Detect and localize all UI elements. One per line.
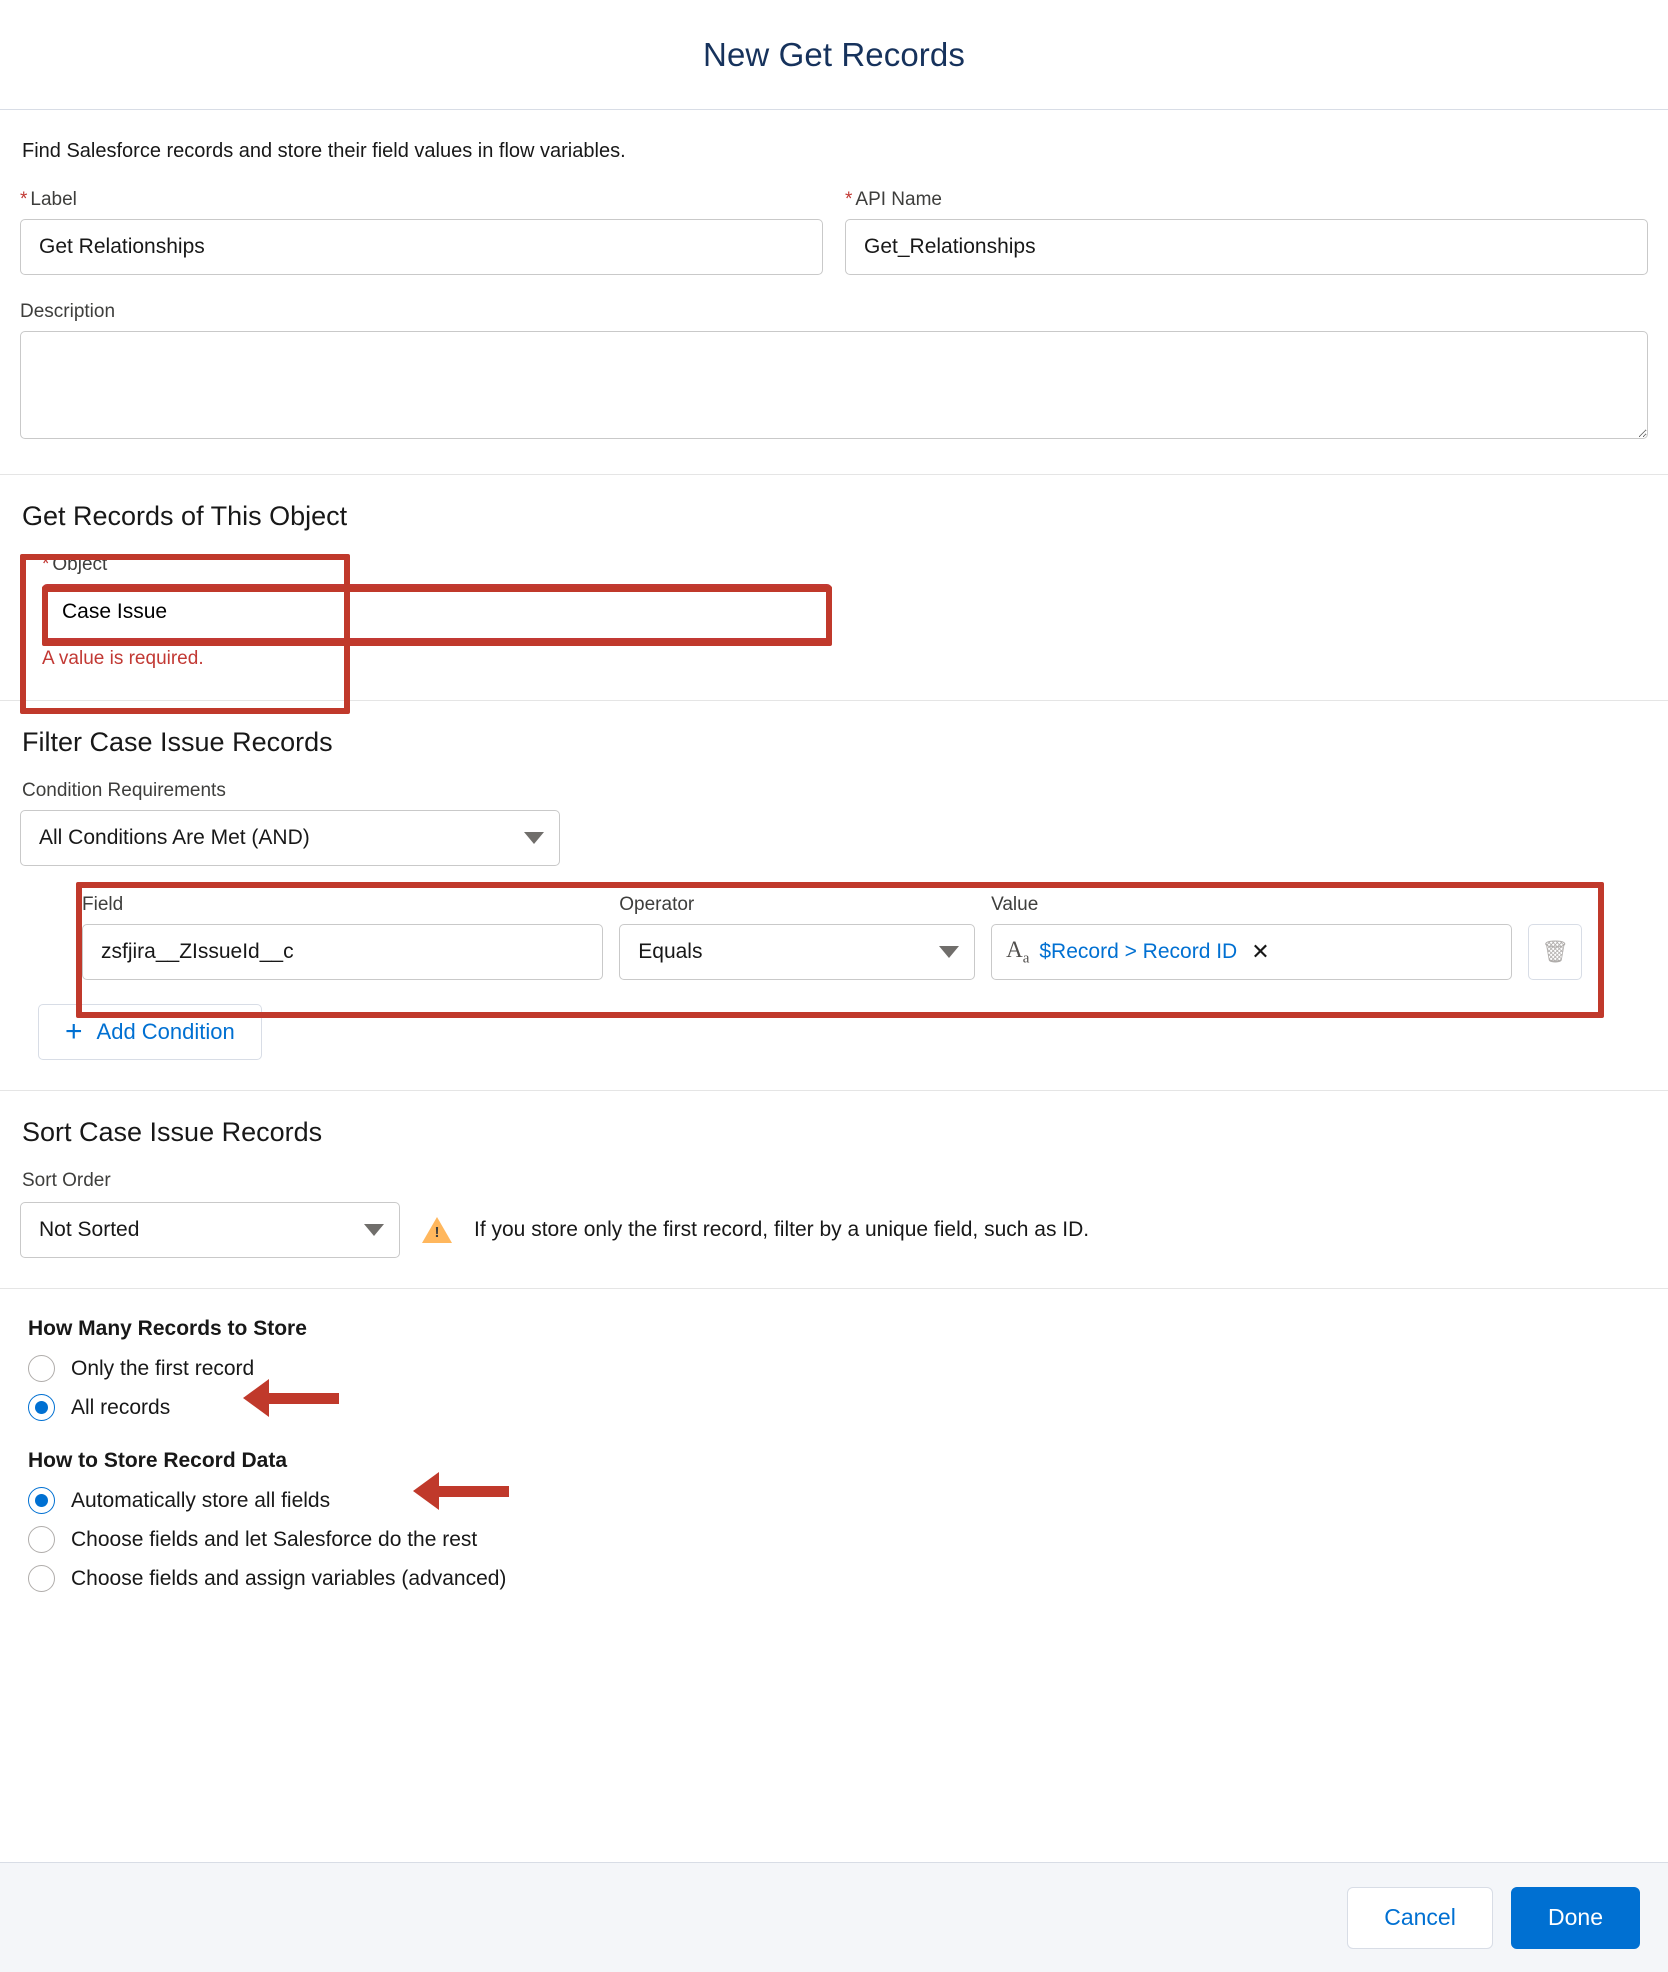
arrow-head [243,1379,269,1417]
divider [0,1288,1668,1289]
required-indicator: * [20,189,28,210]
condition-field-header: Field [82,894,124,915]
done-button[interactable]: Done [1511,1887,1640,1949]
annotation-arrow-all-records [243,1388,339,1408]
sort-hint-text: If you store only the first record, filter by a unique field, such as ID. [474,1218,1090,1241]
chevron-down-icon [364,1224,384,1236]
condition-requirements-select[interactable] [20,810,560,866]
arrow-head [413,1472,439,1510]
description-field-group [20,301,1648,444]
label-input[interactable] [20,219,823,275]
api-name-input[interactable] [845,219,1648,275]
required-indicator: * [845,189,853,210]
condition-requirements-value[interactable]: All Conditions Are Met (AND) [20,810,560,866]
radio-button[interactable] [28,1487,55,1514]
intro-text: Find Salesforce records and store their field values in flow variables. [22,140,626,162]
label-api-row [20,189,1648,275]
resource-aa-icon: $A_a$ [1006,936,1030,967]
radio-button[interactable] [28,1526,55,1553]
condition-field-input[interactable] [82,924,603,980]
sort-order-value[interactable]: Not Sorted [20,1202,400,1258]
radio-label: Automatically store all fields [71,1488,331,1512]
object-section-title: Get Records of This Object [22,501,348,531]
sort-section-title: Sort Case Issue Records [22,1117,323,1147]
add-condition-button[interactable] [38,1004,262,1060]
radio-button[interactable] [28,1565,55,1592]
condition-grid [82,894,1582,980]
how-many-records-title: How Many Records to Store [28,1317,307,1340]
label-field-group [20,189,823,275]
radio-label: Choose fields and assign variables (advanced) [71,1566,507,1590]
required-indicator: * [42,554,50,575]
radio-button[interactable] [28,1394,55,1421]
radio-label: All records [71,1395,171,1419]
chevron-down-icon [939,946,959,958]
condition-value-input[interactable] [991,924,1512,980]
plus-icon: + [65,1015,83,1048]
how-to-store-title: How to Store Record Data [28,1449,288,1472]
radio-choose-fields-advanced[interactable] [28,1565,1648,1592]
condition-value-pill-text: $Record > Record ID [1039,940,1238,963]
filter-section-title: Filter Case Issue Records [22,727,333,757]
radio-label: Only the first record [71,1356,255,1380]
condition-value-group [991,894,1512,980]
api-name-field-group [845,189,1648,275]
object-field-group [20,554,810,670]
condition-operator-group [619,894,975,980]
annotation-arrow-auto-store [413,1481,509,1501]
cancel-button[interactable]: Cancel [1347,1887,1493,1949]
condition-operator-value[interactable]: Equals [619,924,975,980]
modal-header [0,0,1668,110]
divider [0,1090,1668,1091]
arrow-shaft [439,1486,509,1497]
sort-order-label: Sort Order [22,1170,111,1191]
object-field-label: * Object [42,554,108,575]
condition-requirements-label: Condition Requirements [22,780,226,801]
radio-label: Choose fields and let Salesforce do the rest [71,1527,478,1551]
radio-choose-fields-salesforce[interactable] [28,1526,1648,1553]
close-icon[interactable]: ✕ [1251,939,1270,964]
condition-value-header: Value [991,894,1039,915]
radio-automatically-store-all-fields[interactable] [28,1487,1648,1514]
chevron-down-icon [524,832,544,844]
condition-operator-header: Operator [619,894,695,915]
api-name-field-label: * API Name [845,189,942,210]
sort-order-row [20,1202,1648,1258]
sort-order-select[interactable] [20,1202,400,1258]
radio-button[interactable] [28,1355,55,1382]
filter-condition-row [20,888,1648,980]
label-field-label: * Label [20,189,77,210]
arrow-shaft [269,1393,339,1404]
description-textarea[interactable] [20,331,1648,439]
add-condition-label: Add Condition [96,1019,235,1044]
object-error-message: A value is required. [42,648,204,669]
description-label: Description [20,301,116,322]
condition-operator-select[interactable] [619,924,975,980]
radio-all-records[interactable] [28,1394,1648,1421]
modal-footer [0,1862,1668,1972]
divider [0,700,1668,701]
condition-field-group [82,894,603,980]
radio-only-first-record[interactable] [28,1355,1648,1382]
divider [0,474,1668,475]
trash-icon[interactable]: 🗑 [1528,924,1582,980]
object-input[interactable] [42,584,832,640]
modal-body [0,110,1668,1862]
page-title: New Get Records [703,35,965,73]
warning-icon: ! [422,1217,452,1244]
